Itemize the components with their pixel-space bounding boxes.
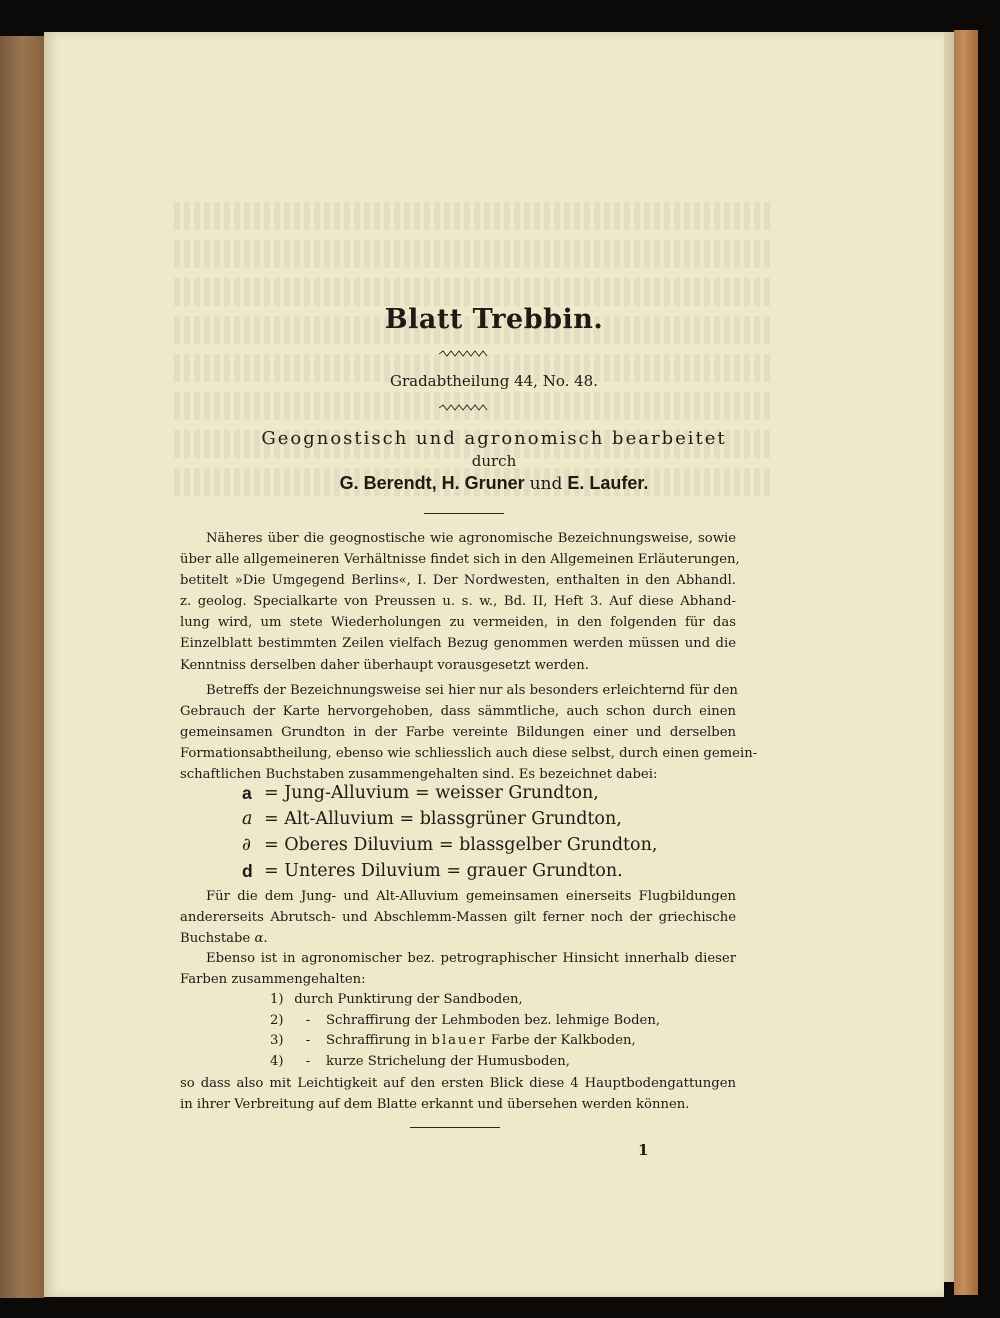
authors-primary: G. Berendt, H. Gruner: [339, 473, 525, 493]
text-line: Einzelblatt bestimmten Zeilen vielfach Bezug genommen werden müssen und die: [180, 636, 736, 652]
paragraph-1: [180, 528, 740, 676]
equation-name: Jung-Alluvium: [284, 783, 410, 803]
text-line: lung wird, um stete Wiederholungen zu vermeiden, in den folgenden für das: [180, 615, 736, 631]
equation-symbol: a: [242, 809, 253, 829]
equation-colour: blassgrüner Grundton,: [419, 809, 622, 829]
authors-und: und: [529, 474, 563, 494]
equation-symbol: d: [242, 861, 253, 881]
list-item: 4) - kurze Strichelung der Humusboden,: [270, 1053, 570, 1069]
list-item: 2) - Schraffirung der Lehmboden bez. lehmige Boden,: [270, 1012, 661, 1028]
durch-line: durch: [471, 452, 517, 470]
text-line: betitelt »Die Umgegend Berlins«, I. Der Nordwesten, enthalten in den Abhandl.: [180, 573, 736, 589]
text-line: Für die dem Jung- und Alt-Alluvium gemeinsamen einerseits Flugbildungen: [206, 889, 736, 904]
text-line: z. geolog. Specialkarte von Preussen u. s. w., Bd. II, Heft 3. Auf diese Abhand-: [180, 594, 736, 610]
text-line: Farben zusammengehalten:: [180, 972, 366, 988]
paragraph-5: [180, 1073, 736, 1115]
equation-name: Unteres Diluvium: [284, 861, 441, 881]
gradabtheilung: Gradabtheilung 44, No. 48.: [389, 372, 598, 390]
paragraph-3: [180, 886, 736, 949]
list-item: 3) - Schraffirung in blauer Farbe der Kalkboden,: [270, 1033, 636, 1049]
text-line: Kenntniss derselben daher überhaupt vorausgesetzt werden.: [180, 657, 589, 673]
text-line: Formationsabtheilung, ebenso wie schliesslich auch diese selbst, durch einen gemein-: [180, 746, 758, 762]
text-line: Näheres über die geognostische wie agronomische Bezeichnungsweise, sowie: [206, 531, 736, 546]
text-line: Betreffs der Bezeichnungsweise sei hier nur als besonders erleichternd für den: [206, 683, 738, 698]
paragraph-2: [180, 680, 758, 785]
bearbeitet-line: Geognostisch und agronomisch bearbeitet: [261, 428, 727, 449]
authors-line: [44, 473, 944, 494]
text-line: Buchstabe α.: [180, 931, 268, 947]
legend-equations: [242, 780, 657, 884]
equation-oberes-diluvium: ∂ = Oberes Diluvium = blassgelber Grundton,: [242, 832, 657, 858]
authors-secondary: E. Laufer.: [567, 473, 649, 493]
book-spine: [954, 30, 978, 1295]
equation-jung-alluvium: a = Jung-Alluvium = weisser Grundton,: [242, 780, 657, 806]
ornament-squiggle: [439, 350, 489, 358]
list-item: 1) durch Punktirung der Sandboden,: [270, 992, 523, 1007]
text-line: so dass also mit Leichtigkeit auf den ersten Blick diese 4 Hauptbodengattungen: [180, 1076, 736, 1091]
equation-alt-alluvium: a = Alt-Alluvium = blassgrüner Grundton,: [242, 806, 657, 832]
text-line: über alle allgemeineren Verhältnisse findet sich in den Allgemeinen Erläuterungen,: [180, 552, 740, 568]
text-line: Gebrauch der Karte hervorgehoben, dass sämmtliche, auch schon durch einen: [180, 704, 736, 720]
page-title: Blatt Trebbin.: [384, 304, 604, 335]
book-cover-edge: [0, 36, 44, 1298]
ornament-squiggle: [439, 404, 489, 412]
text-line: schaftlichen Buchstaben zusammengehalten sind. Es bezeichnet dabei:: [180, 767, 658, 783]
paragraph-4: [180, 948, 736, 990]
equation-name: Oberes Diluvium: [284, 835, 434, 855]
equation-symbol: a: [242, 783, 252, 803]
text-line: andererseits Abrutsch- und Abschlemm-Massen gilt ferner noch der griechische: [180, 910, 736, 926]
page-number: 1: [638, 1141, 649, 1159]
soil-list: [270, 990, 660, 1072]
page-content: [44, 32, 944, 1297]
text-line: in ihrer Verbreitung auf dem Blatte erkannt und übersehen werden können.: [180, 1097, 690, 1113]
text-line: Ebenso ist in agronomischer bez. petrographischer Hinsicht innerhalb dieser: [206, 951, 736, 966]
page-edge: [944, 32, 954, 1282]
equation-unteres-diluvium: d = Unteres Diluvium = grauer Grundton.: [242, 858, 657, 884]
equation-name: Alt-Alluvium: [284, 809, 394, 829]
equation-colour: weisser Grundton,: [435, 783, 599, 803]
greek-alpha: α: [254, 931, 264, 947]
divider-rule: [410, 1127, 500, 1128]
equation-symbol: ∂: [242, 835, 252, 855]
text-line: gemeinsamen Grundton in der Farbe vereinte Bildungen einer und derselben: [180, 725, 736, 741]
equation-colour: grauer Grundton.: [466, 861, 623, 881]
equation-colour: blassgelber Grundton,: [459, 835, 658, 855]
divider-rule: [424, 513, 504, 514]
document-page: [44, 32, 944, 1297]
